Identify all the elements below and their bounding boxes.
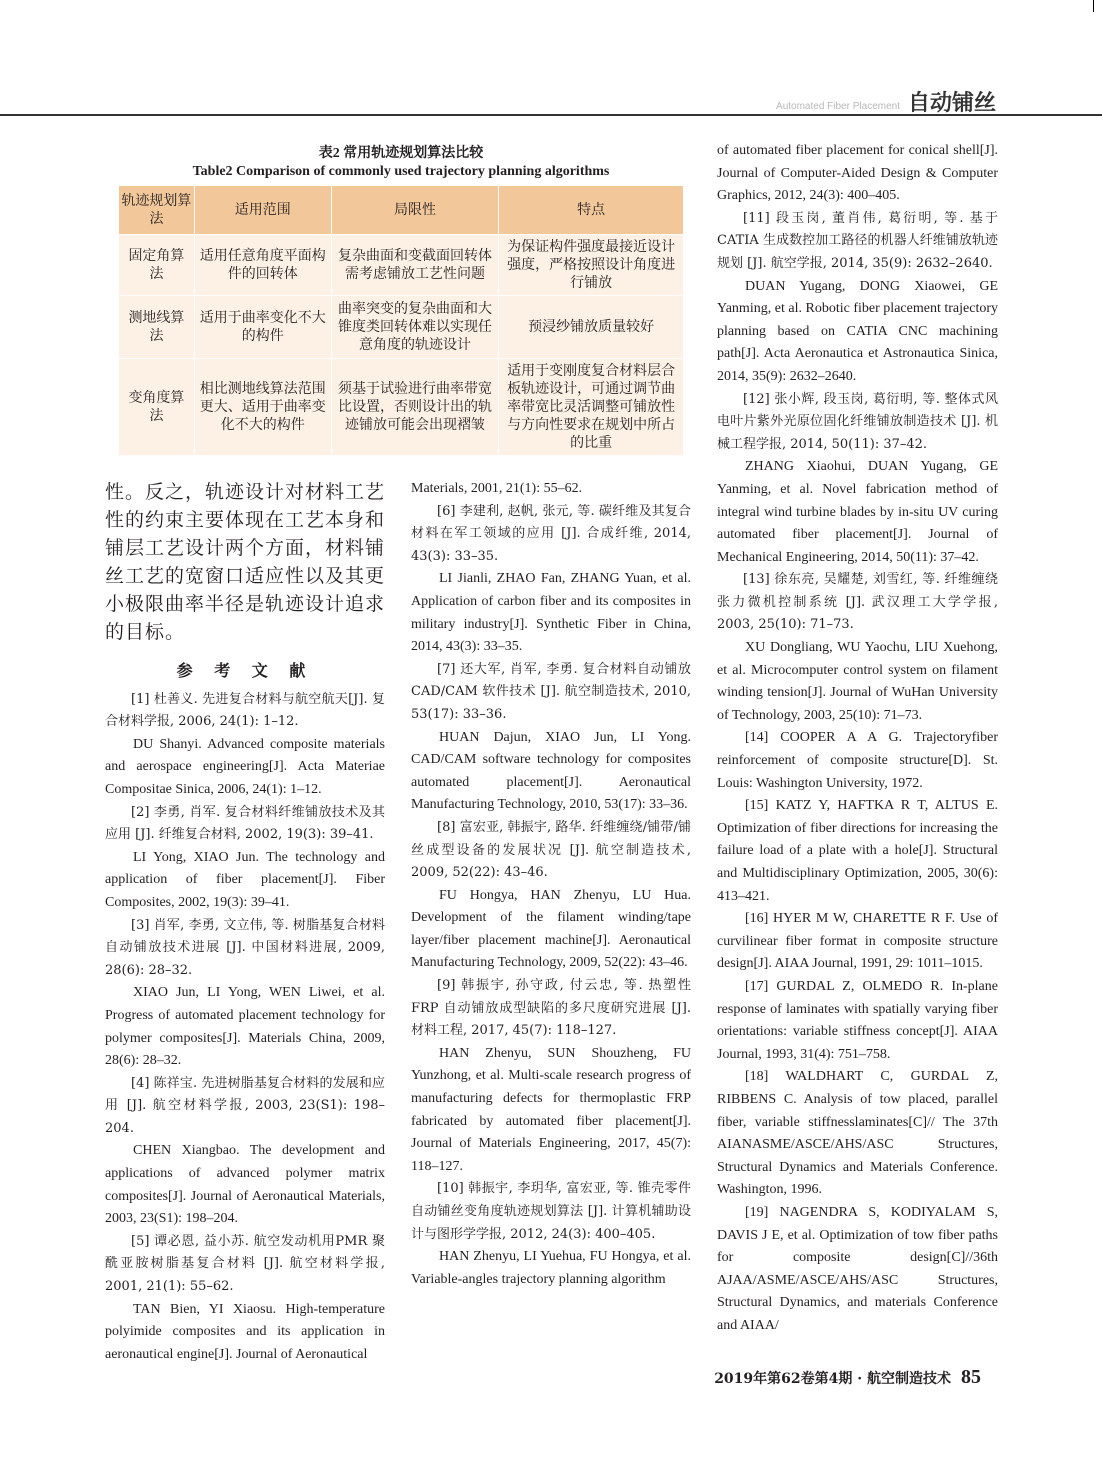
reference-item: DU Shanyi. Advanced composite materials and aerospace engineering[J]. Acta Materiae Compositae Sinica, 2006, 24(1): 1–12. <box>105 736 385 797</box>
reference-item: of automated fiber placement for conical shell[J]. Journal of Computer-Aided Design & Computer Graphics, 2012, 24(3): 400–405. <box>717 143 998 204</box>
column-left <box>105 478 385 1366</box>
reference-item: HAN Zhenyu, SUN Shouzheng, FU Yunzhong, et al. Multi-scale research progress of manufacturing defects for thermoplastic FRP fabricated by automated fiber placement[J]. Journal of Materials Engineering, 2017, 45(7): 118–127. <box>411 1045 691 1174</box>
reference-item: [10] 韩振宇, 李玥华, 富宏亚, 等. 锥壳零件自动铺丝变角度轨迹规划算法 [J]. 计算机辅助设计与图形学学报, 2012, 24(3): 400–405. <box>411 1181 691 1242</box>
table-cell: 须基于试验进行曲率带宽比设置，否则设计出的轨迹铺放可能会出现褶皱 <box>331 359 499 456</box>
reference-item: Materials, 2001, 21(1): 55–62. <box>411 481 583 496</box>
reference-item: [19] NAGENDRA S, KODIYALAM S, DAVIS J E, et al. Optimization of tow fiber paths for composite design[C]//36th AJAA/ASME/ASCE/AHS/ASC Structures, Structural Dynamics, and materials Conference and AIAA/ <box>717 1204 998 1333</box>
reference-item: [4] 陈祥宝. 先进树脂基复合材料的发展和应用 [J]. 航空材料学报, 2003, 23(S1): 198–204. <box>105 1075 385 1136</box>
table-header: 特点 <box>499 186 684 235</box>
table-header: 局限性 <box>331 186 499 235</box>
reference-item: XU Dongliang, WU Yaochu, LIU Xuehong, et al. Microcomputer control system on filament winding tension[J]. Journal of WuHan University of Technology, 2003, 25(10): 71–73. <box>717 640 998 723</box>
reference-item: [3] 肖军, 李勇, 文立伟, 等. 树脂基复合材料自动铺放技术进展 [J]. 中国材料进展, 2009, 28(6): 28–32. <box>105 917 385 978</box>
table-cell: 固定角算法 <box>119 235 195 296</box>
reference-item: [17] GURDAL Z, OLMEDO R. In-plane response of laminates with spatially varying fiber orientations: variable stiffness concept[J]. AIAA Journal, 1993, 31(4): 751–758. <box>717 978 998 1062</box>
table-header-row <box>119 186 684 235</box>
table-cell: 预浸纱铺放质量较好 <box>499 296 684 359</box>
references-heading: 参 考 文 献 <box>176 661 314 680</box>
reference-item: [9] 韩振宇, 孙守政, 付云忠, 等. 热塑性 FRP 自动铺放成型缺陷的多尺度研究进展 [J]. 材料工程, 2017, 45(7): 118–127. <box>411 978 691 1039</box>
reference-item: [5] 谭必恩, 益小苏. 航空发动机用PMR 聚酰亚胺树脂基复合材料 [J]. 航空材料学报, 2001, 21(1): 55–62. <box>105 1233 385 1295</box>
table-row <box>119 235 684 296</box>
reference-item: [1] 杜善义. 先进复合材料与航空航天[J]. 复合材料学报, 2006, 24(1): 1–12. <box>105 691 385 730</box>
reference-item: ZHANG Xiaohui, DUAN Yugang, GE Yanming, et al. Novel fabrication method of integral wind turbine blades by in-situ UV curing automated fiber placement[J]. Journal of Mechanical Engineering, 2014, 50(11): 37–42. <box>717 459 998 565</box>
table-cell: 相比测地线算法范围更大、适用于曲率变化不大的构件 <box>194 359 331 456</box>
reference-item: [7] 还大军, 肖军, 李勇. 复合材料自动铺放 CAD/CAM 软件技术 [J]. 航空制造技术, 2010, 53(17): 33–36. <box>411 661 691 722</box>
table-cell: 适用于曲率变化不大的构件 <box>194 296 331 359</box>
running-header <box>776 86 996 117</box>
reference-item: HUAN Dajun, XIAO Jun, LI Yong. CAD/CAM software technology for composites automated placement[J]. Aeronautical Manufacturing Technology, 2010, 53(17): 33–36. <box>411 729 691 813</box>
footer-issue: 2019年第62卷第4期 · 航空制造技术 <box>714 1371 951 1387</box>
reference-item: CHEN Xiangbao. The development and applications of advanced polymer matrix composites[J]. Journal of Aeronautical Materials, 2003, 23(S1): 198–204. <box>105 1143 385 1227</box>
crop-mark <box>1093 0 1094 12</box>
table-header: 适用范围 <box>194 186 331 235</box>
table-header: 轨迹规划算法 <box>119 186 195 235</box>
reference-item: [15] KATZ Y, HAFTKA R T, ALTUS E. Optimization of fiber directions for increasing the failure load of a plate with a hole[J]. Structural and Multidisciplinary Optimization, 2005, 30(6): 413–421. <box>717 798 998 904</box>
table-cell: 变角度算法 <box>119 359 195 456</box>
reference-item: [12] 张小辉, 段玉岗, 葛衍明, 等. 整体式风电叶片紫外光原位固化纤维铺放制造技术 [J]. 机械工程学报, 2014, 50(11): 37–42. <box>717 391 998 452</box>
reference-item: [13] 徐东亮, 吴耀楚, 刘雪红, 等. 纤维缠绕张力微机控制系统 [J]. 武汉理工大学学报, 2003, 25(10): 71–73. <box>717 572 998 633</box>
reference-item: [2] 李勇, 肖军. 复合材料纤维铺放技术及其应用 [J]. 纤维复合材料, 2002, 19(3): 39–41. <box>105 804 385 843</box>
table-cell: 适用于变刚度复合材料层合板轨迹设计，可通过调节曲率带宽比灵活调整可铺放性与方向性要求在规划中所占的比重 <box>499 359 684 456</box>
reference-item: XIAO Jun, LI Yong, WEN Liwei, et al. Progress of automated placement technology for polymer composites[J]. Materials China, 2009, 28(6): 28–32. <box>105 985 385 1069</box>
table-cell: 测地线算法 <box>119 296 195 359</box>
reference-item: HAN Zhenyu, LI Yuehua, FU Hongya, et al. Variable-angles trajectory planning algorithm <box>411 1249 691 1287</box>
table-cell: 适用任意角度平面构件的回转体 <box>194 235 331 296</box>
table-row <box>119 359 684 456</box>
comparison-table <box>118 186 684 456</box>
reference-item: DUAN Yugang, DONG Xiaowei, GE Yanming, et al. Robotic fiber placement trajectory planning based on CATIA CNC machining path[J]. Acta Aeronautica et Astronautica Sinica, 2014, 35(9): 2632–2640. <box>717 278 998 384</box>
reference-item: LI Yong, XIAO Jun. The technology and application of fiber placement[J]. Fiber Composites, 2002, 19(3): 39–41. <box>105 849 385 910</box>
table-cell: 曲率突变的复杂曲面和大锥度类回转体难以实现任意角度的轨迹设计 <box>331 296 499 359</box>
reference-item: [6] 李建利, 赵帆, 张元, 等. 碳纤维及其复合材料在军工领域的应用 [J]. 合成纤维, 2014, 43(3): 33–35. <box>411 503 691 564</box>
reference-item: [16] HYER M W, CHARETTE R F. Use of curvilinear fiber format in composite structure design[J]. AIAA Journal, 1991, 29: 1011–1015. <box>717 911 998 972</box>
column-middle <box>411 478 691 1291</box>
page-number: 85 <box>961 1366 981 1388</box>
reference-item: FU Hongya, HAN Zhenyu, LU Hua. Development of the filament winding/tape layer/fiber placement machine[J]. Aeronautical Manufacturing Technology, 2009, 52(22): 43–46. <box>411 887 691 971</box>
body-paragraph: 性。反之，轨迹设计对材料工艺性的约束主要体现在工艺本身和铺层工艺设计两个方面，材料铺丝工艺的宽窗口适应性以及其更小极限曲率半径是轨迹设计追求的目标。 <box>105 481 386 643</box>
reference-item: TAN Bien, YI Xiaosu. High-temperature polyimide composites and its application in aeronautical engine[J]. Journal of Aeronautical <box>105 1301 385 1362</box>
table-row <box>119 296 684 359</box>
table-title-en: Table2 Comparison of commonly used trajectory planning algorithms <box>192 164 610 179</box>
reference-item: [18] WALDHART C, GURDAL Z, RIBBENS C. Analysis of tow placed, parallel fiber, variable stiffnesslaminates[C]// The 37th AIANASME/ASCE/AHS/ASC Structures, Structural Dynamics and Materials Conference. Washington, 1996. <box>717 1069 998 1198</box>
page-footer <box>714 1366 981 1389</box>
header-small-text: Automated Fiber Placement <box>776 101 900 112</box>
table-cell: 为保证构件强度最接近设计强度，严格按照设计角度进行铺放 <box>499 235 684 296</box>
header-title: 自动铺丝 <box>907 91 996 116</box>
reference-item: [8] 富宏亚, 韩振宇, 路华. 纤维缠绕/铺带/铺丝成型设备的发展状况 [J]. 航空制造技术, 2009, 52(22): 43–46. <box>411 819 691 881</box>
table-title-cn: 表2 常用轨迹规划算法比较 <box>318 146 484 161</box>
table-cell: 复杂曲面和变截面回转体需考虑铺放工艺性问题 <box>331 235 499 296</box>
reference-item: [11] 段玉岗, 董肖伟, 葛衍明, 等. 基于 CATIA 生成数控加工路径的机器人纤维铺放轨迹规划 [J]. 航空学报, 2014, 35(9): 2632–2640. <box>717 210 998 271</box>
reference-item: [14] COOPER A A G. Trajectoryfiber reinforcement of composite structure[D]. St. Louis: Washington University, 1972. <box>717 730 998 791</box>
column-right <box>717 140 998 1337</box>
reference-item: LI Jianli, ZHAO Fan, ZHANG Yuan, et al. Application of carbon fiber and its composites in military industry[J]. Synthetic Fiber in China, 2014, 43(3): 33–35. <box>411 571 691 655</box>
